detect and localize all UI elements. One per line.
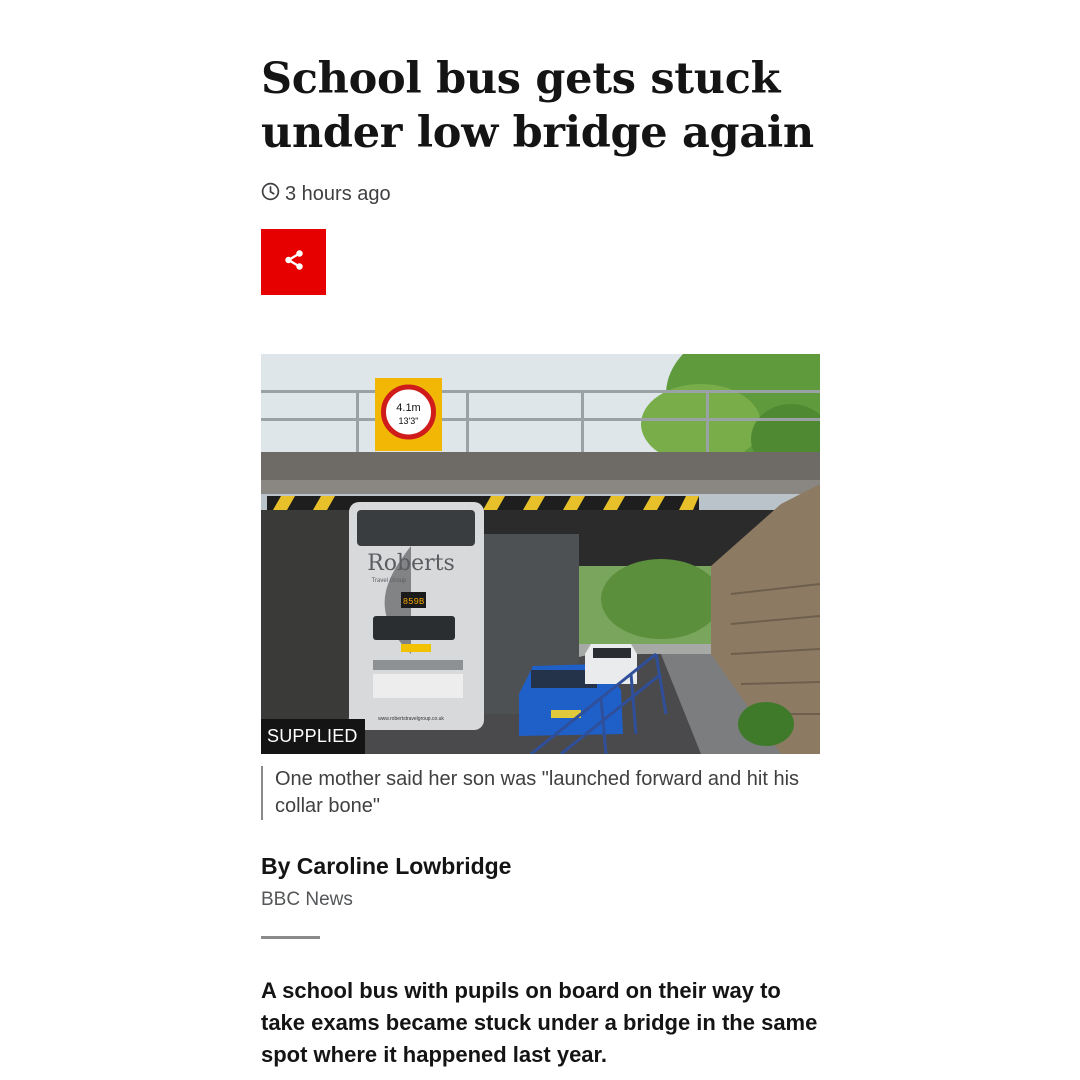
svg-text:Travel Group: Travel Group [371,578,407,584]
byline-organisation: BBC News [261,889,353,910]
timestamp-text: 3 hours ago [285,182,391,205]
svg-text:Roberts: Roberts [367,551,455,576]
clock-icon [261,182,285,207]
svg-text:4.1m: 4.1m [396,402,421,414]
timestamp [261,181,391,207]
article-photo [261,354,820,754]
share-icon [282,248,306,277]
svg-text:859B: 859B [402,597,425,607]
svg-text:www.robertstravelgroup.co.uk: www.robertstravelgroup.co.uk [378,716,444,722]
bus-under-bridge-photo [261,354,820,754]
image-copyright: SUPPLIED [261,719,365,754]
divider [261,936,320,939]
image-caption: One mother said her son was "launched forward and hit his collar bone" [261,766,825,820]
headline: School bus gets stuck under low bridge again [261,54,814,158]
byline-author: By Caroline Lowbridge [261,853,512,879]
share-button[interactable] [261,229,326,295]
svg-text:13'3": 13'3" [398,416,419,426]
article-intro: A school bus with pupils on board on their way to take exams became stuck under a bridge in the same spot where it happened last year. [261,978,818,1067]
